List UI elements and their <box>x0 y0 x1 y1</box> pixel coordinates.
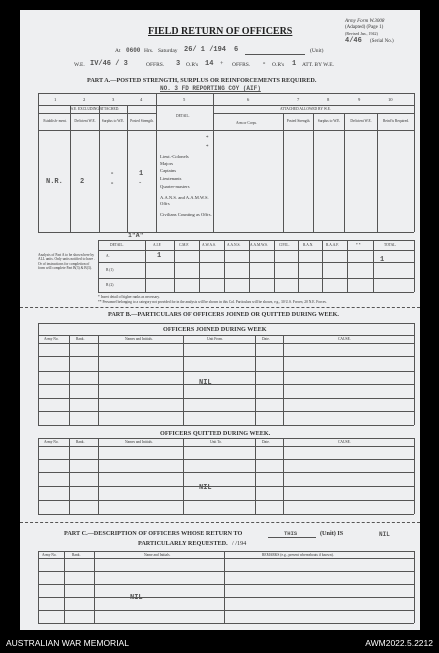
col-num-2: 2 <box>83 97 86 102</box>
analysis-header-ran: R.A.N. <box>303 243 314 247</box>
detail-header: DETAIL. <box>176 114 190 118</box>
offrs2-value: - <box>262 60 267 68</box>
detail-item-6: A.A.N.S. and A.A.M.W.S. Offrs <box>160 195 209 206</box>
joined-header-names: Names and Initials. <box>125 337 153 341</box>
detail-item-3: Captains <box>160 168 177 173</box>
part-c-header-army-no: Army No. <box>42 553 57 557</box>
detail-item-7: Civilians Counting as Offrs. <box>160 212 212 217</box>
analysis-total-value: 1 <box>380 256 385 264</box>
joined-header-unit-from: Unit From. <box>207 337 223 341</box>
detail-item-2: Majors <box>160 161 174 166</box>
right-header-4: Deficient W.E. <box>350 119 372 123</box>
detail-item-5: Quarter-masters <box>160 184 190 189</box>
analysis-text: Analysis of Part A to be shown here by ALL units. Only units notified to have . Or of instructions for completion of form will complete Part B(3) & B(3). <box>38 253 95 271</box>
ors2-value: 1 <box>292 60 297 68</box>
revised-label: (Revised Jan., 1942) <box>345 31 378 36</box>
serial-no-value: 4/46 <box>345 37 362 45</box>
we-value: IV/46 / 3 <box>90 60 128 68</box>
joined-header-date: Date. <box>262 337 270 341</box>
analysis-header-cmf: C.M.F. <box>179 243 189 247</box>
we-excluding-header: W.E. EXCLUDING ATTACHED. <box>70 107 120 111</box>
analysis-header-civil: CIVIL. <box>279 243 290 247</box>
analysis-row-b1: B (1) <box>106 268 114 272</box>
part-c-header-rank: Rank. <box>72 553 81 557</box>
detail-item-4: Lieutenants <box>160 176 182 181</box>
left-header-4: Posted Strength. <box>130 119 154 123</box>
col-num-1: 1 <box>54 97 57 102</box>
offrs-label: OFFRS. <box>146 62 165 68</box>
note-2: ** Personnel belonging to a category not provided for in the analysis will be shown in this Col. Particulars will be shown, e.g., 30 U.S. Forces; 20 N.E. Forces. <box>98 300 327 304</box>
analysis-header-aamws: A.A.M.W.S. <box>250 243 268 247</box>
right-header-3: Surplus to W.E. <box>317 119 341 123</box>
date-value: 26/ 1 /194 <box>184 46 227 54</box>
typed-row-est: N.R. <box>46 178 63 186</box>
part-c-unit: (Unit) IS <box>320 530 344 537</box>
joined-header-cause: CAUSE. <box>338 337 351 341</box>
part-c-date: / /194 <box>232 540 247 547</box>
part-c-header-name: Name and Initials. <box>144 553 171 557</box>
typed-total: 1"A" <box>128 232 144 239</box>
serial-no-label: (Serial No.) <box>370 39 394 44</box>
adapted-label: (Adapted) (Page 1) <box>345 25 384 30</box>
quitted-header-cause: CAUSE. <box>338 440 351 444</box>
joined-header-army-no: Army No. <box>44 337 59 341</box>
unit-label: (Unit) <box>310 48 324 54</box>
offrs-value: 3 <box>176 60 181 68</box>
joined-title: OFFICERS JOINED DURING WEEK <box>163 326 267 333</box>
col-num-10: 10 <box>388 97 393 102</box>
ors2-label: O.R's <box>272 62 285 68</box>
quitted-header-rank: Rank. <box>76 440 85 444</box>
quitted-header-army-no: Army No. <box>44 440 59 444</box>
left-header-1: Establish- ment. <box>43 119 67 123</box>
part-a-typed: NO. 3 FD REPORTING COY (AIF) <box>160 85 261 92</box>
analysis-aif-value: 1 <box>157 252 162 260</box>
ors-label: O.R's <box>186 62 199 68</box>
col-num-8: 8 <box>327 97 330 102</box>
right-header-5: Reinf'ts Required. <box>383 119 409 123</box>
ors-value: 14 <box>205 60 214 68</box>
col-num-3: 3 <box>112 97 115 102</box>
analysis-header-aans: A.A.N.S. <box>227 243 241 247</box>
note-1: * Insert detail of higher ranks as necessary. <box>98 295 160 299</box>
hrs-value: 0600 <box>126 47 141 54</box>
att-label: ATT. BY W.E. <box>302 62 334 68</box>
col-num-5: 5 <box>183 97 186 102</box>
col-num-7: 7 <box>297 97 300 102</box>
quitted-title: OFFICERS QUITTED DURING WEEK. <box>160 430 271 437</box>
part-c-nil-body: NIL <box>130 594 143 602</box>
army-form-label: Army Form W.3008 <box>345 19 385 24</box>
at-label: At <box>115 48 121 54</box>
part-a-title: PART A.—POSTED STRENGTH, SURPLUS OR REINFORCEMENTS REQUIRED. <box>87 77 317 84</box>
footer-accession: AWM2022.5.2212 <box>365 638 433 648</box>
typed-row-def: 2 <box>80 178 85 186</box>
analysis-header-aif: A.I.F. <box>153 243 162 247</box>
analysis-row-b2: B (2) <box>106 283 114 287</box>
plus-sign: + <box>220 61 224 67</box>
analysis-header-other: * * <box>356 243 361 247</box>
quitted-header-date: Date. <box>262 440 270 444</box>
joined-header-rank: Rank. <box>76 337 85 341</box>
day-value: Saturday <box>158 48 178 54</box>
col-num-4: 4 <box>140 97 143 102</box>
part-c-header-remarks: REMARKS (e.g., present whereabouts if known). <box>262 553 334 557</box>
form-title: FIELD RETURN OF OFFICERS <box>148 26 293 37</box>
form-paper <box>20 10 420 630</box>
typed-row-surplus-a: - <box>110 170 115 178</box>
footer-credit: AUSTRALIAN WAR MEMORIAL <box>6 638 129 648</box>
hrs-label: Hrs. <box>144 48 154 54</box>
col-num-6: 6 <box>247 97 250 102</box>
right-header-2: Posted Strength. <box>286 119 311 123</box>
part-c-title: PART C.—DESCRIPTION OF OFFICERS WHOSE RETURN TO <box>64 530 243 537</box>
quitted-header-unit-to: Unit To. <box>210 440 222 444</box>
date-year-suffix: 6 <box>234 46 239 54</box>
left-header-2: Deficient W.E. <box>74 119 96 123</box>
part-c-nil: NIL <box>379 531 390 538</box>
attached-allowed-header: ATTACHED ALLOWED BY W.E. <box>280 107 331 111</box>
analysis-row-a: A. <box>106 254 110 258</box>
left-header-3: Surplus to W.E. <box>101 119 125 123</box>
analysis-header-raaf: R.A.A.F. <box>326 243 339 247</box>
quitted-header-names: Names and Initials. <box>125 440 153 444</box>
we-label: W.E. <box>74 62 85 68</box>
detail-item-1: Lieut.-Colonels <box>160 154 189 159</box>
analysis-header-awas: A.W.A.S. <box>202 243 216 247</box>
quitted-nil: NIL <box>199 484 212 492</box>
typed-row-surplus-b: - <box>110 180 115 188</box>
offrs2-label: OFFRS. <box>232 62 251 68</box>
col-num-9: 9 <box>358 97 361 102</box>
typed-row-posted: 1 <box>139 170 144 178</box>
part-b-title: PART B.—PARTICULARS OF OFFICERS JOINED OR QUITTED DURING WEEK. <box>108 311 339 318</box>
part-c-this: THIS <box>284 530 298 537</box>
analysis-header-detail: DETAIL. <box>110 243 124 247</box>
part-c-line2: PARTICULARLY REQUESTED. <box>138 540 228 547</box>
analysis-header-total: TOTAL. <box>384 243 397 247</box>
right-header-1: Arm or Corps. <box>236 121 257 125</box>
joined-nil: NIL <box>199 379 212 387</box>
